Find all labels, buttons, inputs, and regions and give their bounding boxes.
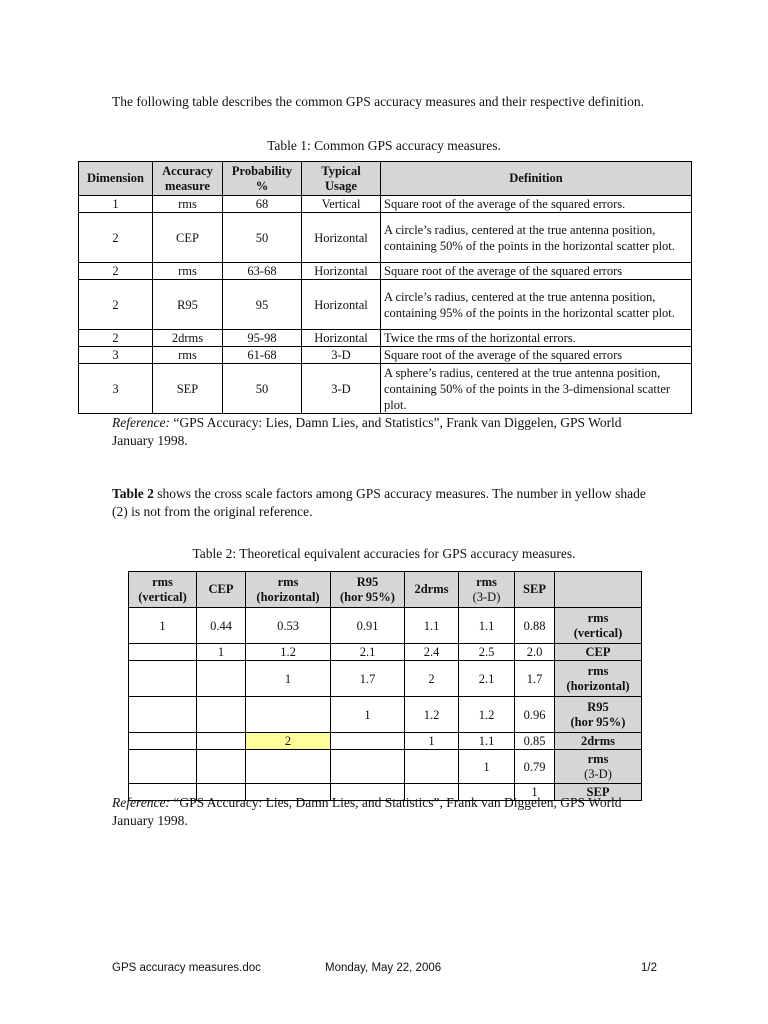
reference-label: Reference: xyxy=(112,795,170,810)
table-cell xyxy=(197,750,246,784)
table-cell xyxy=(129,661,197,697)
table1-caption: Table 1: Common GPS accuracy measures. xyxy=(267,138,501,153)
cell-usage: Vertical xyxy=(302,196,381,213)
col-header: rms (vertical) xyxy=(129,572,197,608)
table-cell: 0.88 xyxy=(515,608,555,644)
col-header-accuracy-measure: Accuracy measure xyxy=(153,162,223,196)
cell-measure: rms xyxy=(153,196,223,213)
table-row xyxy=(129,733,642,750)
cell-dimension: 2 xyxy=(79,280,153,330)
table-row xyxy=(129,644,642,661)
table-cell: 1.2 xyxy=(405,697,459,733)
col-header-definition: Definition xyxy=(381,162,692,196)
table-row xyxy=(79,330,692,347)
table-cell xyxy=(129,750,197,784)
table-cell: 2.4 xyxy=(405,644,459,661)
footer-date: Monday, May 22, 2006 xyxy=(325,962,442,974)
row-header: rms (horizontal) xyxy=(555,661,642,697)
equivalent-accuracies-table xyxy=(128,571,642,801)
col-header: 2drms xyxy=(405,572,459,608)
row-header: 2drms xyxy=(555,733,642,750)
cell-definition: Square root of the average of the squared errors xyxy=(381,263,692,280)
col-header-empty xyxy=(555,572,642,608)
table-cell: 2.1 xyxy=(459,661,515,697)
row-header: rms (3-D) xyxy=(555,750,642,784)
cell-usage: 3-D xyxy=(302,364,381,414)
cell-probability: 63-68 xyxy=(223,263,302,280)
cell-measure: SEP xyxy=(153,364,223,414)
cell-dimension: 2 xyxy=(79,330,153,347)
cell-usage: Horizontal xyxy=(302,330,381,347)
table-cell: 0.91 xyxy=(331,608,405,644)
table-cell: 1 xyxy=(246,661,331,697)
cell-probability: 68 xyxy=(223,196,302,213)
table-cell: 0.85 xyxy=(515,733,555,750)
cell-dimension: 3 xyxy=(79,364,153,414)
row-header: rms (vertical) xyxy=(555,608,642,644)
table-cell: 0.44 xyxy=(197,608,246,644)
highlighted-cell: 2 xyxy=(246,733,331,750)
table2-intro-paragraph xyxy=(112,485,657,521)
cell-definition: Square root of the average of the squared errors. xyxy=(381,196,692,213)
table-cell xyxy=(331,750,405,784)
cell-dimension: 2 xyxy=(79,263,153,280)
cell-dimension: 3 xyxy=(79,347,153,364)
footer-page-number: 1/2 xyxy=(641,962,657,974)
cell-probability: 50 xyxy=(223,213,302,263)
cell-definition: A sphere’s radius, centered at the true antenna position, containing 50% of the points in the 3-dimensional scatter plot. xyxy=(381,364,692,414)
cell-definition: A circle’s radius, centered at the true antenna position, containing 50% of the points in the horizontal scatter plot. xyxy=(381,213,692,263)
row-header: SEP xyxy=(555,784,642,801)
cell-definition: Twice the rms of the horizontal errors. xyxy=(381,330,692,347)
cell-dimension: 1 xyxy=(79,196,153,213)
table-cell: 1.2 xyxy=(246,644,331,661)
col-header-typical-usage: Typical Usage xyxy=(302,162,381,196)
cell-probability: 95-98 xyxy=(223,330,302,347)
col-header: rms (3-D) xyxy=(459,572,515,608)
table-row xyxy=(79,364,692,414)
col-header: rms (horizontal) xyxy=(246,572,331,608)
table-row xyxy=(129,750,642,784)
table-cell: 1 xyxy=(405,733,459,750)
cell-usage: Horizontal xyxy=(302,213,381,263)
table-cell: 0.96 xyxy=(515,697,555,733)
row-header: R95 (hor 95%) xyxy=(555,697,642,733)
cell-probability: 95 xyxy=(223,280,302,330)
table-cell xyxy=(246,750,331,784)
table-cell xyxy=(246,697,331,733)
table-cell xyxy=(331,733,405,750)
table-row xyxy=(79,347,692,364)
table-cell xyxy=(197,661,246,697)
table-cell: 0.79 xyxy=(515,750,555,784)
table-cell: 2.0 xyxy=(515,644,555,661)
table-cell xyxy=(405,750,459,784)
table-cell: 1 xyxy=(129,608,197,644)
table-row xyxy=(79,263,692,280)
table-cell: 1.7 xyxy=(515,661,555,697)
cell-measure: R95 xyxy=(153,280,223,330)
table-cell: 1 xyxy=(459,750,515,784)
reference-label: Reference: xyxy=(112,415,170,430)
reference-2 xyxy=(112,794,657,830)
cell-probability: 61-68 xyxy=(223,347,302,364)
cell-measure: rms xyxy=(153,347,223,364)
table-cell: 2.5 xyxy=(459,644,515,661)
cell-measure: 2drms xyxy=(153,330,223,347)
footer-filename: GPS accuracy measures.doc xyxy=(112,962,261,974)
table-row xyxy=(129,608,642,644)
table-header-row xyxy=(79,162,692,196)
table-row xyxy=(79,196,692,213)
cell-usage: 3-D xyxy=(302,347,381,364)
row-header: CEP xyxy=(555,644,642,661)
cell-definition: A circle’s radius, centered at the true antenna position, containing 95% of the points in the horizontal scatter plot. xyxy=(381,280,692,330)
table-cell: 1.1 xyxy=(459,608,515,644)
table2-intro-bold: Table 2 xyxy=(112,486,154,501)
cell-definition: Square root of the average of the squared errors xyxy=(381,347,692,364)
intro-paragraph: The following table describes the common GPS accuracy measures and their respective definition. xyxy=(112,94,644,109)
col-header: CEP xyxy=(197,572,246,608)
table-row xyxy=(79,280,692,330)
table-cell xyxy=(197,697,246,733)
cell-measure: CEP xyxy=(153,213,223,263)
table-cell xyxy=(197,733,246,750)
table-cell xyxy=(129,697,197,733)
table-header-row xyxy=(129,572,642,608)
table-cell: 1.2 xyxy=(459,697,515,733)
table2-caption: Table 2: Theoretical equivalent accuracies for GPS accuracy measures. xyxy=(192,546,576,561)
table-cell xyxy=(129,733,197,750)
table2-intro-text: shows the cross scale factors among GPS accuracy measures. The number in yellow shade (2) is not from the original reference. xyxy=(112,486,646,519)
table-row xyxy=(79,213,692,263)
table-cell: 0.53 xyxy=(246,608,331,644)
reference-text: “GPS Accuracy: Lies, Damn Lies, and Statistics”, Frank van Diggelen, GPS World January 1998. xyxy=(112,795,622,828)
cell-usage: Horizontal xyxy=(302,280,381,330)
col-header: SEP xyxy=(515,572,555,608)
table-cell: 1 xyxy=(515,784,555,801)
reference-text: “GPS Accuracy: Lies, Damn Lies, and Statistics”, Frank van Diggelen, GPS World January 1998. xyxy=(112,415,622,448)
table-cell: 1.1 xyxy=(459,733,515,750)
table-cell xyxy=(129,644,197,661)
table-cell: 1.1 xyxy=(405,608,459,644)
col-header-probability: Probability % xyxy=(223,162,302,196)
table-cell: 1 xyxy=(197,644,246,661)
table-row xyxy=(129,661,642,697)
cell-measure: rms xyxy=(153,263,223,280)
table-cell: 1.7 xyxy=(331,661,405,697)
col-header: R95 (hor 95%) xyxy=(331,572,405,608)
cell-usage: Horizontal xyxy=(302,263,381,280)
cell-dimension: 2 xyxy=(79,213,153,263)
cell-probability: 50 xyxy=(223,364,302,414)
table-row xyxy=(129,697,642,733)
table-cell: 2 xyxy=(405,661,459,697)
col-header-dimension: Dimension xyxy=(79,162,153,196)
table-cell: 2.1 xyxy=(331,644,405,661)
table-cell: 1 xyxy=(331,697,405,733)
reference-1 xyxy=(112,414,657,450)
accuracy-measures-table xyxy=(78,161,692,414)
